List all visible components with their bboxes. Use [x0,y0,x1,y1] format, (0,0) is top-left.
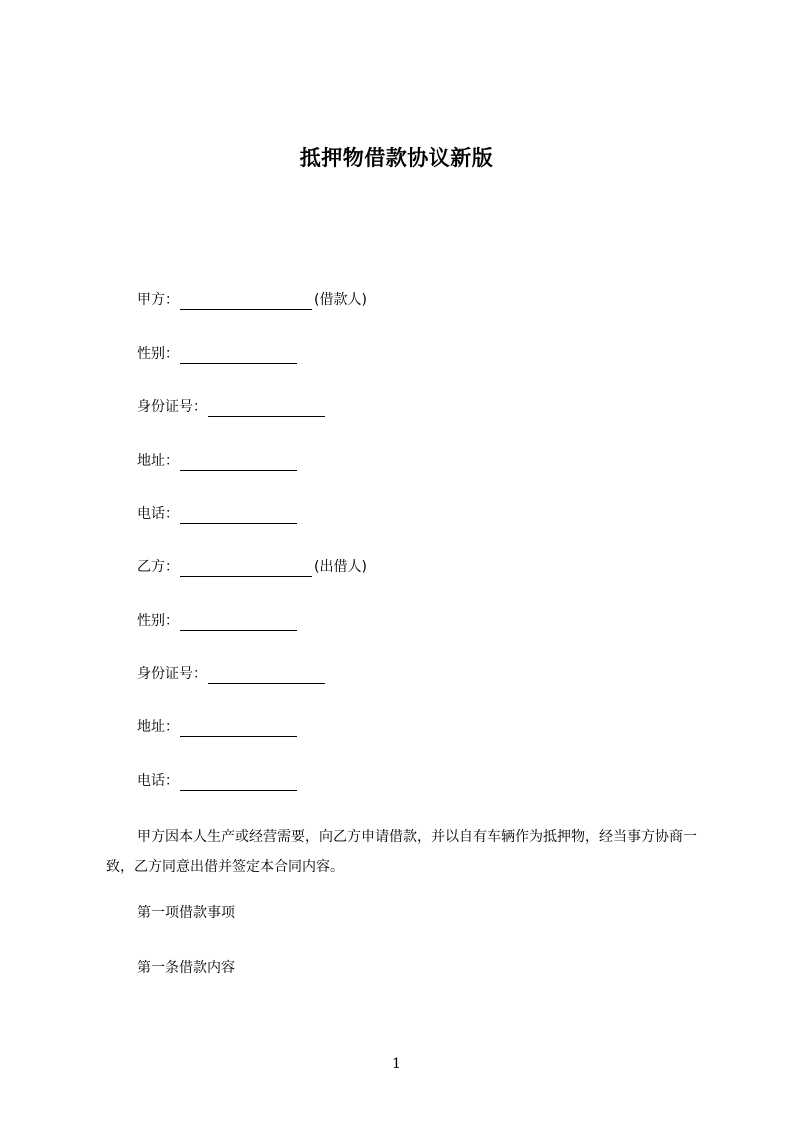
party-a-id-label: 身份证号： [137,399,207,415]
party-b-id-blank[interactable] [208,668,325,684]
party-a-name-field [137,290,367,310]
party-b-phone-label: 电话： [137,773,179,789]
party-b-role: (出借人) [314,559,367,575]
party-b-gender-blank[interactable] [180,615,297,631]
party-b-address-field [137,717,299,737]
party-b-address-label: 地址： [137,719,179,735]
party-a-name-blank[interactable] [180,294,312,310]
party-a-gender-field [137,344,299,364]
intro-paragraph: 甲方因本人生产或经营需要，向乙方申请借款，并以自有车辆作为抵押物，经当事方协商一致，乙方同意出借并签定本合同内容。 [106,829,697,875]
party-a-address-field [137,451,299,471]
party-b-gender-field [137,611,299,631]
party-b-phone-field [137,771,299,791]
party-a-phone-blank[interactable] [180,508,297,524]
party-b-address-blank[interactable] [180,721,297,737]
party-a-id-blank[interactable] [208,401,325,417]
page-number: 1 [392,1056,401,1072]
article-heading: 第一条借款内容 [137,960,235,976]
party-b-label: 乙方： [137,559,179,575]
party-b-id-label: 身份证号： [137,666,207,682]
party-b-gender-label: 性别： [137,613,179,629]
document-title: 抵押物借款协议新版 [299,146,494,170]
party-b-name-blank[interactable] [180,561,312,577]
party-a-phone-label: 电话： [137,506,179,522]
section-heading: 第一项借款事项 [137,905,235,921]
party-b-name-field [137,557,367,577]
party-a-role: (借款人) [314,292,367,308]
party-a-address-blank[interactable] [180,455,297,471]
party-b-phone-blank[interactable] [180,775,297,791]
party-a-label: 甲方： [137,292,179,308]
party-a-address-label: 地址： [137,453,179,469]
party-a-phone-field [137,504,299,524]
party-a-gender-blank[interactable] [180,348,297,364]
party-b-id-field [137,664,327,684]
party-a-gender-label: 性别： [137,346,179,362]
party-a-id-field [137,397,327,417]
